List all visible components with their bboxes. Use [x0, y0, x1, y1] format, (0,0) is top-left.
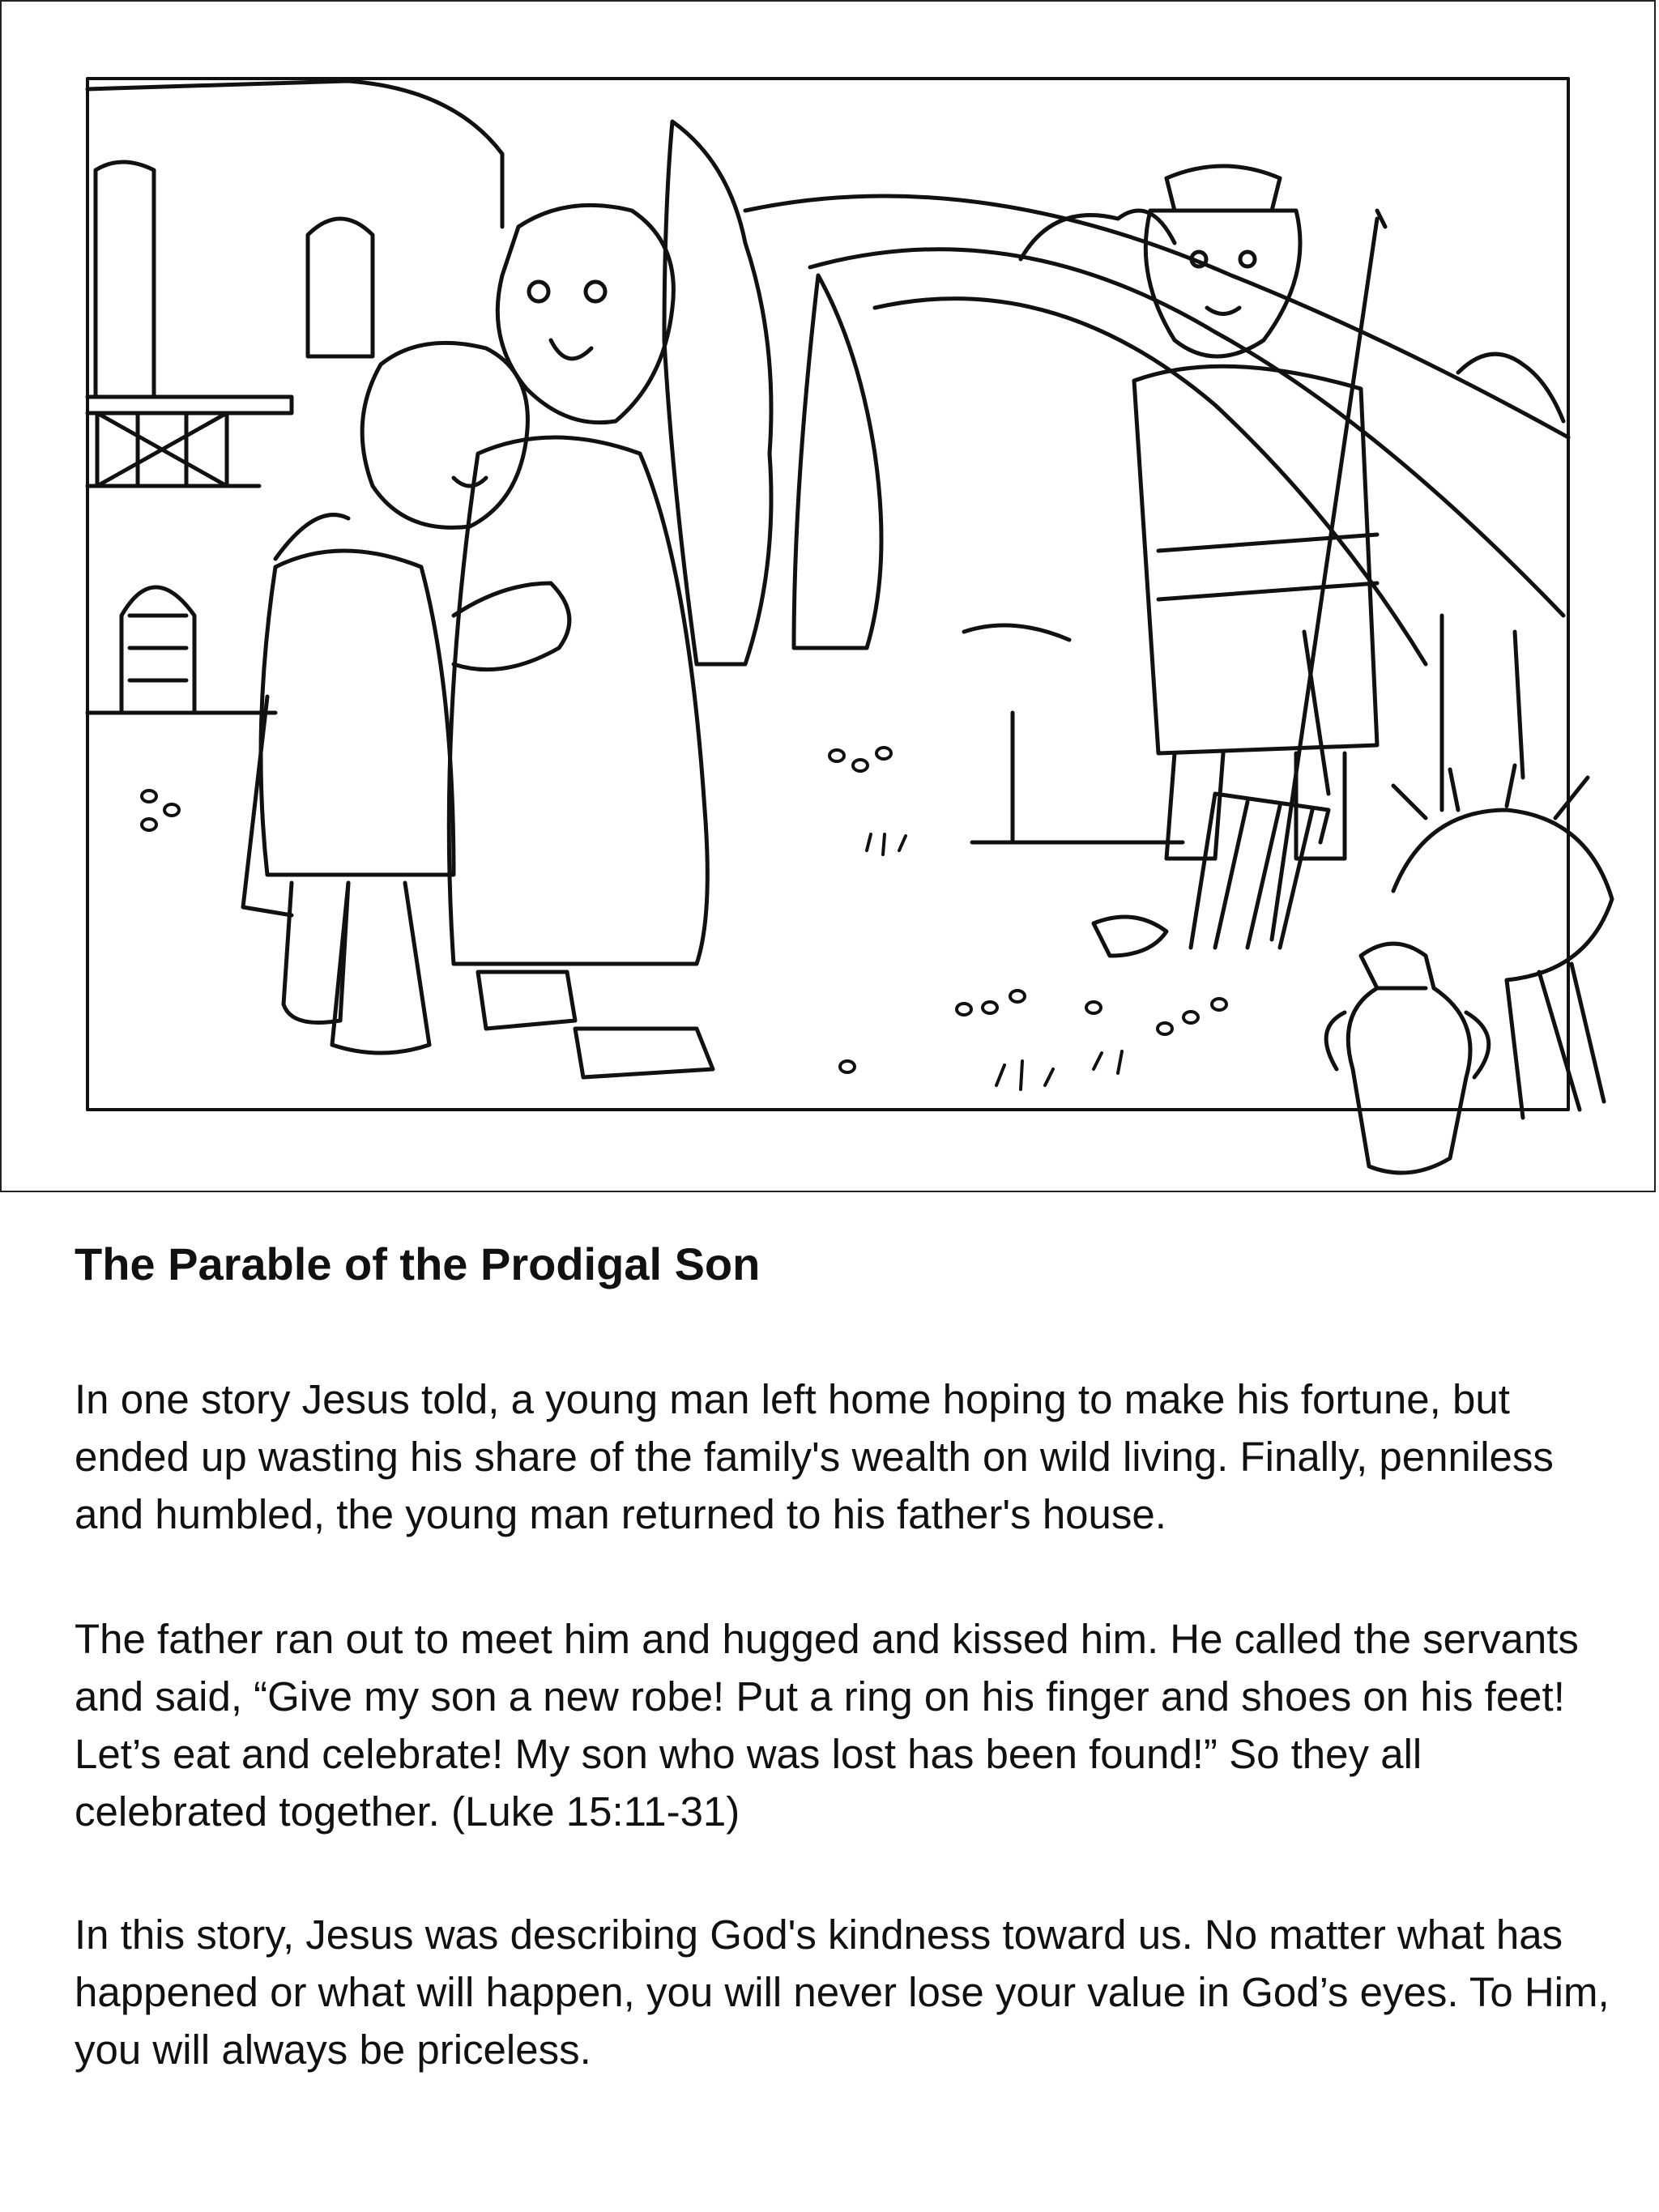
servant-drawing	[1094, 166, 1385, 956]
story-paragraph-2: The father ran out to meet him and hugged and kissed him. He called the servants and said, “Give my son a new robe! Put a ring on his finger and shoes on his feet! Let’s eat and celebrate! My son who was lost has been found!” So they all celebrated together. (Luke 15:11-31)	[75, 1616, 1579, 1835]
story-paragraph-3: In this story, Jesus was describing God's kindness toward us. No matter what has happened or what will happen, you will never lose your value in God’s eyes. To Him, you will always be priceless.	[75, 1912, 1610, 2073]
ground-details-drawing	[142, 748, 1226, 1089]
hills-trees-drawing	[664, 121, 1568, 842]
story-paragraph-1: In one story Jesus told, a young man left home hoping to make his fortune, but ended up wasting his share of the family's wealth on wild living. Finally, penniless and humbled, the young man returned to his father's house.	[75, 1376, 1554, 1537]
page-title: The Parable of the Prodigal Son	[75, 1238, 761, 1289]
house-drawing	[87, 81, 502, 713]
father-drawing	[449, 205, 713, 1077]
